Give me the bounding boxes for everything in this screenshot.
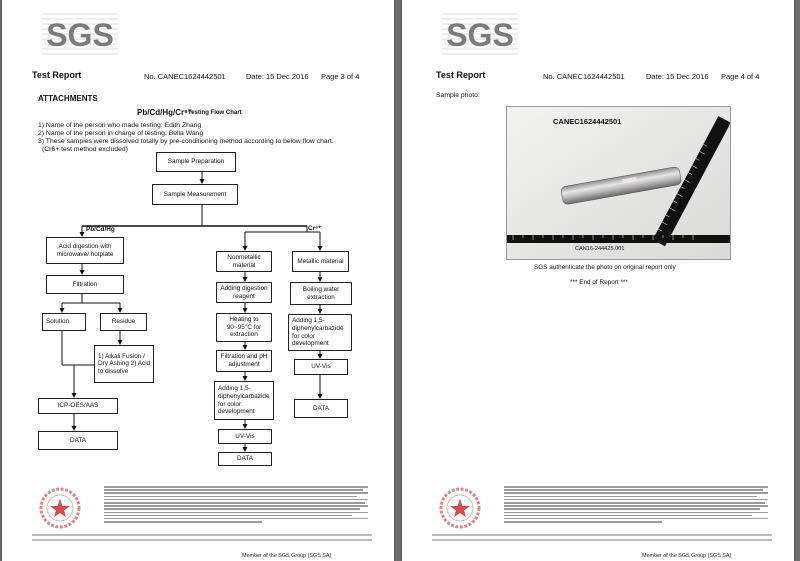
- member-of-sgs-group: Member of the SGS Group (SGS SA): [642, 553, 732, 559]
- sample-preparation-box: Sample Preparation: [156, 152, 236, 172]
- uv-vis-box-right: UV-Vis: [294, 359, 348, 375]
- attachments-heading: ATTACHMENTS: [38, 94, 98, 103]
- sgs-logo-text: SGS: [46, 17, 114, 53]
- member-of-sgs-group: Member of the SGS Group (SGS SA): [242, 553, 332, 559]
- report-date: Date: 15 Dec 2016: [646, 72, 709, 81]
- heating-box: Heating to 90~95°C for extraction: [216, 313, 272, 342]
- note-2: 2) Name of the person in charge of testing: Bella Wang: [38, 130, 204, 137]
- address-line-2: [432, 539, 772, 541]
- sample-measurement-box: Sample Measurement: [152, 184, 238, 205]
- sample-photo: [506, 106, 731, 260]
- uv-vis-box-left: UV-Vis: [218, 429, 272, 444]
- end-of-report: *** End of Report ***: [570, 279, 628, 286]
- note-1: 1) Name of the person who made testing: Edith Zhang: [38, 122, 202, 129]
- photo-caption-report-number: CANEC1624442501: [553, 117, 622, 126]
- data-box-left: DATA: [38, 431, 118, 450]
- address-line-1: [432, 534, 772, 536]
- report-page-3: [2, 0, 394, 561]
- icp-oes-aas-box: ICP-OES/AAS: [38, 398, 118, 414]
- flow-title-main: Pb/Cd/Hg/Cr⁶⁺: [137, 108, 193, 117]
- solution-box: Solution: [42, 313, 86, 331]
- page-footer: [32, 486, 372, 546]
- report-date: Date: 15 Dec 2016: [246, 72, 309, 81]
- filtration-ph-box: Filtration and pH adjustment: [216, 350, 272, 372]
- address-line-2: [32, 539, 372, 541]
- alkali-fusion-box: 1) Alkali Fusion / Dry Ashing 2) Acid to dissolve: [94, 345, 154, 383]
- note-4: (Cr6+ test method excluded): [42, 146, 128, 153]
- note-3: 3) These samples were dissolved totally by pre-conditioning method according to below flow chart.: [38, 138, 334, 145]
- residue-box: Residue: [100, 313, 147, 331]
- adding-dpc-box-right: Adding 1,5-diphenylcarbazide for color development: [288, 314, 352, 351]
- filtration-box: Filtration: [46, 275, 124, 294]
- terms-fine-print: [104, 486, 368, 524]
- report-number: No. CANEC1624442501: [543, 72, 625, 81]
- data-box-right: DATA: [294, 399, 348, 418]
- boiling-water-box: Boiling water extraction: [290, 282, 352, 305]
- company-seal-icon: [38, 486, 86, 530]
- page-number: Page 3 of 4: [321, 72, 360, 81]
- sample-photo-label: Sample photo:: [436, 92, 480, 99]
- sgs-logo: [440, 10, 520, 56]
- flow-title-sub: Testing Flow Chart: [188, 110, 242, 116]
- page-number: Page 4 of 4: [721, 72, 760, 81]
- report-page-4: [402, 0, 794, 561]
- adding-dpc-box-left: Adding 1,5-diphenylcarbazide for color development: [214, 381, 274, 420]
- report-number: No. CANEC1624442501: [144, 72, 226, 81]
- adding-digestion-reagent-box: Adding digestion reagent: [216, 282, 272, 303]
- acid-digestion-box: Acid digestion with microwave/ hotplate: [46, 237, 124, 264]
- branch-label-pb-cd-hg: Pb/Cd/Hg: [86, 226, 115, 233]
- sgs-logo-text: SGS: [446, 17, 514, 53]
- data-box-mid: DATA: [218, 452, 272, 466]
- sample-photo-image: [507, 107, 730, 259]
- metallic-material-box: Metallic material: [292, 251, 349, 272]
- address-line-1: [32, 534, 372, 536]
- terms-fine-print: [504, 486, 768, 524]
- authenticate-note: SGS authenticate the photo on original report only: [534, 264, 676, 271]
- page-footer: [432, 486, 772, 546]
- report-title: Test Report: [436, 70, 486, 80]
- branch-label-cr6: Cr⁶⁺: [308, 225, 322, 232]
- report-title: Test Report: [32, 70, 82, 80]
- company-seal-icon: [438, 486, 486, 530]
- nonmetallic-material-box: Nonmetallic material: [216, 251, 272, 272]
- photo-caption-sample-id: CAN16-244425.001: [575, 246, 625, 252]
